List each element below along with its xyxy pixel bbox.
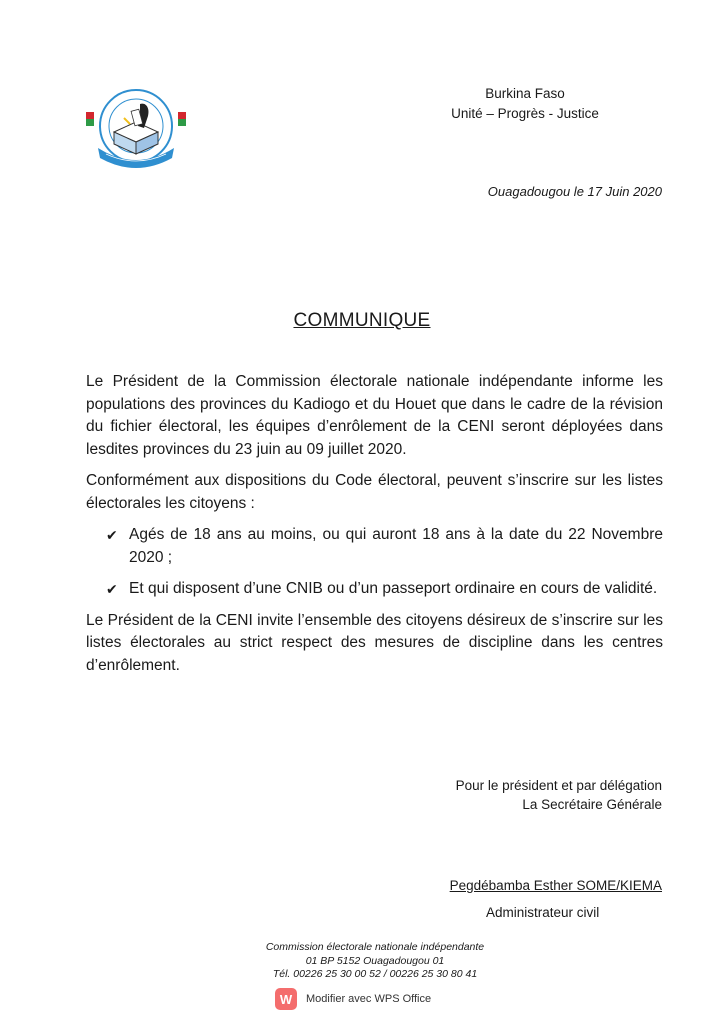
footer-address: 01 BP 5152 Ouagadougou 01 [305,954,445,967]
paragraph-invitation: Le Président de la CENI invite l’ensemble des citoyens désireux de s’inscrire sur les listes électorales au strict respect des mesures de discipline dans les centres d’enrôlement. [86,611,663,674]
condition-id-document: Et qui disposent d’une CNIB ou d’un passeport ordinaire en cours de validité. [129,580,658,597]
footer-phone: Tél. 00226 25 30 00 52 / 00226 25 30 80 41 [272,968,478,980]
eligibility-conditions [86,524,663,601]
delegation-block [456,776,662,814]
communique-body [86,371,663,686]
wps-edit-watermark[interactable] [275,988,431,1010]
list-item [86,524,663,569]
ceni-emblem [84,88,188,172]
delegation-line: Pour le président et par délégation [455,778,662,793]
list-item [86,578,663,601]
document-title: COMMUNIQUE [293,310,431,331]
footer-org: Commission électorale nationale indépendante [265,941,485,953]
condition-age: Agés de 18 ans au moins, ou qui auront 18 ans à la date du 22 Novembre 2020 ; [129,526,663,566]
wps-office-icon[interactable]: W [275,988,297,1010]
wps-edit-label[interactable]: Modifier avec WPS Office [306,993,432,1005]
national-motto: Unité – Progrès - Justice [451,106,599,121]
ceni-logo [84,88,188,172]
place-date: Ouagadougou le 17 Juin 2020 [487,184,662,199]
signatory-name: Pegdébamba Esther SOME/KIEMA [449,878,662,893]
paragraph-announcement: Le Président de la Commission électorale nationale indépendante informe les populations des provinces du Kadiogo et du Houet que dans le cadre de la révision du fichier électoral, les équipes d’enrôlement de la CENI seront déployées dans lesdites provinces du 23 juin au 09 juillet 2020. [86,373,663,458]
checkmark-icon: ✔ [106,527,118,543]
paragraph-eligibility: Conformément aux dispositions du Code électoral, peuvent s’inscrire sur les listes électorales les citoyens : [86,472,663,512]
checkmark-icon: ✔ [106,581,118,597]
country-name: Burkina Faso [485,86,565,101]
country-header [420,84,630,124]
signatory-position: Administrateur civil [486,905,600,920]
signatory-role: La Secrétaire Générale [522,797,662,812]
footer [0,941,724,982]
